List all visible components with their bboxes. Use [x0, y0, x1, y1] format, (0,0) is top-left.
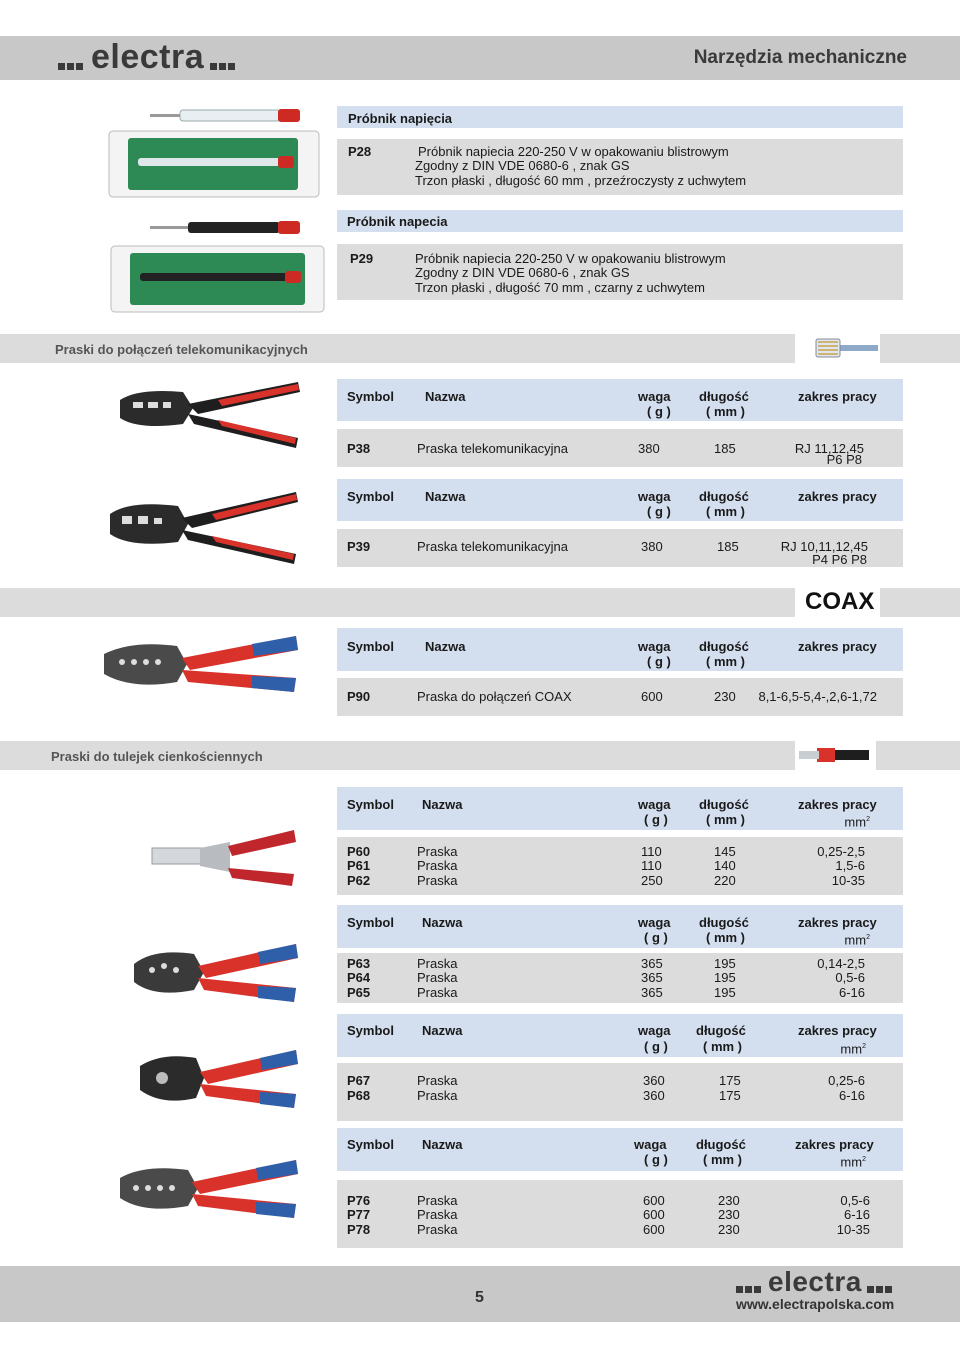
- product-symbol: P62: [347, 873, 371, 888]
- product-range: 0,25-6: [828, 1073, 865, 1088]
- section-title: Praski do połączeń telekomunikacyjnych: [55, 342, 308, 357]
- col-range: zakres pracy: [798, 915, 877, 930]
- col-weight-unit: ( g ): [647, 654, 671, 669]
- voltage-tester-blister-icon: [108, 130, 320, 198]
- voltage-tester-icon: [150, 106, 305, 126]
- product-symbol: P39: [347, 539, 371, 554]
- product-symbol: P28: [348, 144, 372, 159]
- col-symbol: Symbol: [347, 389, 394, 404]
- product-weight: 365: [641, 956, 663, 971]
- product-range: 0,5-6: [840, 1193, 870, 1208]
- section-bar-coax: [0, 588, 795, 617]
- product-range: RJ 10,11,12,45: [780, 539, 868, 554]
- col-weight-unit: ( g ): [647, 404, 671, 419]
- col-symbol: Symbol: [347, 1023, 394, 1038]
- product-desc-line: Zgodny z DIN VDE 0680-6 , znak GS: [415, 158, 630, 173]
- product-name: Praska: [417, 1073, 458, 1088]
- product-desc-line: Zgodny z DIN VDE 0680-6 , znak GS: [415, 265, 630, 280]
- col-weight-unit: ( g ): [644, 1152, 668, 1167]
- product-weight: 600: [643, 1222, 665, 1237]
- col-symbol: Symbol: [347, 1137, 394, 1152]
- product-range: P4 P6 P8: [812, 552, 867, 567]
- product-weight: 365: [641, 985, 663, 1000]
- page-number: 5: [475, 1289, 484, 1306]
- product-symbol: P29: [350, 251, 374, 266]
- product-symbol: P38: [347, 441, 371, 456]
- product-name: Praska: [417, 1207, 458, 1222]
- product-symbol: P64: [347, 970, 371, 985]
- product-weight: 380: [638, 441, 660, 456]
- col-name: Nazwa: [422, 1023, 463, 1038]
- section-title: Próbnik napecia: [347, 214, 448, 229]
- col-weight: waga: [638, 639, 671, 654]
- product-range: 0,5-6: [835, 970, 865, 985]
- product-range: 6-16: [843, 1207, 870, 1222]
- product-symbol: P68: [347, 1088, 371, 1103]
- product-name: Praska: [417, 1222, 458, 1237]
- col-length: długość: [699, 389, 749, 404]
- col-name: Nazwa: [422, 797, 463, 812]
- col-length-unit: ( mm ): [703, 1039, 742, 1054]
- product-length: 195: [714, 985, 736, 1000]
- product-symbol: P63: [347, 956, 371, 971]
- col-weight: waga: [634, 1137, 667, 1152]
- col-weight-unit: ( g ): [644, 812, 668, 827]
- col-length: długość: [699, 639, 749, 654]
- product-range: 0,25-2,5: [817, 844, 865, 859]
- product-weight: 110: [641, 844, 662, 859]
- col-length-unit: ( mm ): [703, 1152, 742, 1167]
- product-symbol: P90: [347, 689, 371, 704]
- section-bar-telecom-end: [880, 334, 960, 363]
- product-weight: 250: [641, 873, 663, 888]
- product-weight: 380: [641, 539, 663, 554]
- product-name: Praska: [417, 844, 458, 859]
- col-name: Nazwa: [422, 915, 463, 930]
- col-name: Nazwa: [425, 639, 466, 654]
- footer-url[interactable]: www.electrapolska.com: [736, 1296, 895, 1312]
- product-length: 230: [718, 1193, 740, 1208]
- col-length: długość: [696, 1137, 746, 1152]
- product-weight: 600: [643, 1193, 665, 1208]
- product-name: Praska: [417, 1193, 458, 1208]
- ferrule-cable-icon: [795, 741, 875, 769]
- product-weight: 360: [643, 1073, 665, 1088]
- product-symbol: P65: [347, 985, 371, 1000]
- col-range-unit: $mm^2$: [840, 1041, 866, 1057]
- crimper-icon: [108, 488, 300, 566]
- col-length-unit: ( mm ): [706, 404, 745, 419]
- product-length: 145: [714, 844, 736, 859]
- col-range: zakres pracy: [798, 1023, 877, 1038]
- product-name: Praska: [417, 873, 458, 888]
- col-length: długość: [699, 489, 749, 504]
- product-length: 175: [719, 1088, 741, 1103]
- product-length: 175: [719, 1073, 741, 1088]
- section-title: Praski do tulejek cienkościennych: [51, 749, 263, 764]
- col-weight-unit: ( g ): [644, 1039, 668, 1054]
- product-range: RJ 11,12,45: [794, 441, 864, 456]
- product-symbol: P67: [347, 1073, 371, 1088]
- col-symbol: Symbol: [347, 489, 394, 504]
- product-length: 195: [714, 970, 736, 985]
- product-length: 185: [714, 441, 736, 456]
- product-weight: 600: [641, 689, 663, 704]
- product-name: Praska: [417, 970, 458, 985]
- product-symbol: P77: [347, 1207, 371, 1222]
- product-name: Praska: [417, 985, 458, 1000]
- product-length: 230: [718, 1222, 740, 1237]
- cable-end-icon: [808, 334, 878, 362]
- col-range: zakres pracy: [798, 639, 877, 654]
- product-length: 140: [714, 858, 736, 873]
- col-name: Nazwa: [425, 489, 466, 504]
- col-length: długość: [699, 915, 749, 930]
- col-weight: waga: [638, 915, 671, 930]
- product-symbol: P61: [347, 858, 371, 873]
- col-range-unit: $mm^2$: [844, 932, 870, 948]
- col-weight: waga: [638, 797, 671, 812]
- col-range-unit: $mm^2$: [844, 814, 870, 830]
- col-weight-unit: ( g ): [647, 504, 671, 519]
- col-length-unit: ( mm ): [706, 812, 745, 827]
- product-range: 6-16: [838, 1088, 865, 1103]
- product-range: 10-35: [836, 1222, 870, 1237]
- col-weight: waga: [638, 1023, 671, 1038]
- footer-brand-logo: electra: [736, 1266, 894, 1300]
- product-desc-line: Próbnik napiecia 220-250 V w opakowaniu blistrowym: [415, 251, 726, 266]
- product-name: Praska telekomunikacyjna: [417, 539, 569, 554]
- product-desc-line: Próbnik napiecia 220-250 V w opakowaniu blistrowym: [418, 144, 729, 159]
- product-range: 10-35: [831, 873, 865, 888]
- col-length: długość: [696, 1023, 746, 1038]
- crimper-icon: [102, 632, 300, 696]
- crimper-icon: [118, 378, 303, 450]
- product-length: 185: [717, 539, 739, 554]
- product-length: 230: [714, 689, 736, 704]
- product-name: Praska: [417, 956, 458, 971]
- product-name: Praska: [417, 858, 458, 873]
- product-range: 1,5-6: [835, 858, 865, 873]
- col-range: zakres pracy: [798, 389, 877, 404]
- col-name: Nazwa: [425, 389, 466, 404]
- col-length-unit: ( mm ): [706, 930, 745, 945]
- product-desc-line: Trzon płaski , długość 70 mm , czarny z uchwytem: [415, 280, 705, 295]
- product-symbol: P60: [347, 844, 371, 859]
- product-name: Praska do połączeń COAX: [417, 689, 572, 704]
- product-weight: 360: [643, 1088, 665, 1103]
- col-range-unit: $mm^2$: [840, 1154, 866, 1170]
- product-range: 6-16: [838, 985, 865, 1000]
- col-length: długość: [699, 797, 749, 812]
- product-weight: 365: [641, 970, 663, 985]
- product-range: P6 P8: [826, 452, 862, 467]
- col-symbol: Symbol: [347, 915, 394, 930]
- col-weight-unit: ( g ): [644, 930, 668, 945]
- product-range: 0,14-2,5: [817, 956, 865, 971]
- product-desc-line: Trzon płaski , długość 60 mm , przeźroczysty z uchwytem: [415, 173, 747, 188]
- product-length: 195: [714, 956, 736, 971]
- product-weight: 110: [641, 858, 662, 873]
- product-name: Praska: [417, 1088, 458, 1103]
- col-range: zakres pracy: [798, 489, 877, 504]
- col-range: zakres pracy: [798, 797, 877, 812]
- product-length: 220: [714, 873, 736, 888]
- col-symbol: Symbol: [347, 639, 394, 654]
- product-length: 230: [718, 1207, 740, 1222]
- crimper-icon: [138, 1046, 300, 1112]
- category-title: Narzędzia mechaniczne: [693, 47, 907, 68]
- col-length-unit: ( mm ): [706, 504, 745, 519]
- col-length-unit: ( mm ): [706, 654, 745, 669]
- voltage-tester-icon: [150, 218, 305, 238]
- product-symbol: P76: [347, 1193, 371, 1208]
- section-bar-ferrule-end: [876, 741, 960, 770]
- product-weight: 600: [643, 1207, 665, 1222]
- crimper-icon: [132, 940, 300, 1006]
- product-name: Praska telekomunikacyjna: [417, 441, 569, 456]
- brand-logo: electra: [58, 38, 237, 79]
- product-range: 8,1-6,5-5,4-,2,6-1,72: [758, 689, 877, 704]
- section-bar-coax-end: [880, 588, 960, 617]
- crimper-icon: [150, 828, 296, 886]
- crimper-icon: [118, 1156, 300, 1222]
- voltage-tester-blister-icon: [110, 245, 325, 313]
- col-name: Nazwa: [422, 1137, 463, 1152]
- section-title: Próbnik napięcia: [348, 111, 453, 126]
- col-symbol: Symbol: [347, 797, 394, 812]
- col-range: zakres pracy: [795, 1137, 874, 1152]
- col-weight: waga: [638, 389, 671, 404]
- coax-label: COAX: [805, 588, 875, 615]
- col-weight: waga: [638, 489, 671, 504]
- product-symbol: P78: [347, 1222, 371, 1237]
